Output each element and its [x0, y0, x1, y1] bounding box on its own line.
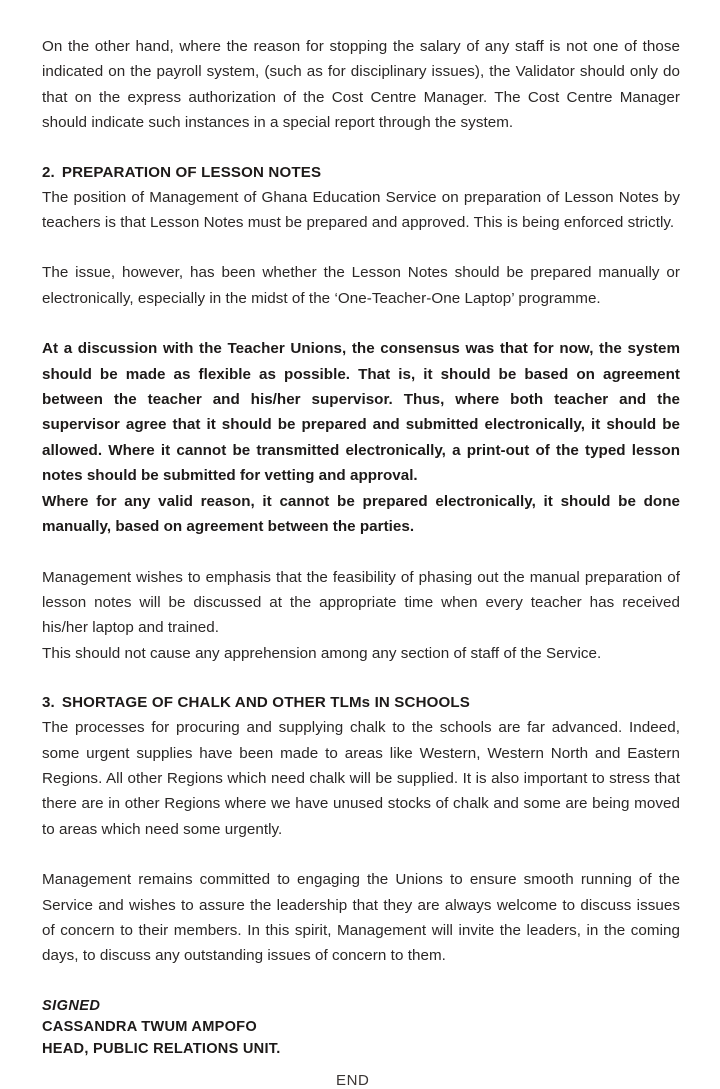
section-3-paragraph-2: Management remains committed to engaging the Unions to ensure smooth running of the Service and wishes to assure the leadership that they are always welcome to discuss issues of concern to their members. In this spirit, Management will invite the leaders, in the coming days, to discuss any outstanding issues of concern to them. — [42, 871, 680, 965]
section-number-2: 2. — [42, 163, 55, 181]
end-marker: END — [336, 1072, 370, 1089]
intro-paragraph: On the other hand, where the reason for stopping the salary of any staff is not one of those indicated on the payroll system, (such as for disciplinary issues), the Validator should only do that on the express authorization of the Cost Centre Manager. The Cost Centre Manager should indicate such instances in a special report through the system. — [42, 38, 680, 132]
section-3-paragraph-1: The processes for procuring and supplying chalk to the schools are far advanced. Indeed, some urgent supplies have been made to areas like Western, Western North and Eastern Regions. All other Regions which need chalk will be supplied. It is also important to stress that there are in other Regions where we have unused stocks of chalk and some are being moved to areas which need some urgently. — [42, 719, 680, 838]
spacer — [42, 540, 680, 565]
section-2-bold-paragraph-1: At a discussion with the Teacher Unions, the consensus was that for now, the system should be made as flexible as possible. That is, it should be based on agreement between the teacher and his/her supervisor. Thus, where both teacher and the supervisor agree that it should be prepared and submitted electronically, it should be allowed. Where it cannot be transmitted electronically, a print-out of the typed lesson notes should be submitted for vetting and approval. — [42, 340, 680, 485]
signed-label: SIGNED — [42, 997, 101, 1014]
spacer — [42, 311, 680, 336]
signatory-title: HEAD, PUBLIC RELATIONS UNIT. — [42, 1040, 281, 1057]
signatory-name: CASSANDRA TWUM AMPOFO — [42, 1019, 257, 1036]
section-2-paragraph-1: The position of Management of Ghana Education Service on preparation of Lesson Notes by teachers is that Lesson Notes must be prepared and approved. This is being enforced strictly. — [42, 188, 680, 232]
section-title-3: SHORTAGE OF CHALK AND OTHER TLMs IN SCHOOLS — [61, 694, 470, 712]
section-2-paragraph-3: Management wishes to emphasis that the feasibility of phasing out the manual preparation of lesson notes will be discussed at the appropriate time when every teacher has received his/her laptop and trained. — [42, 568, 680, 637]
section-title-2: PREPARATION OF LESSON NOTES — [61, 163, 322, 181]
spacer — [42, 136, 680, 161]
document-body — [42, 34, 680, 1089]
section-2-paragraph-4: This should not cause any apprehension among any section of staff of the Service. — [42, 644, 602, 662]
section-number-3: 3. — [42, 694, 55, 712]
section-heading-2 — [42, 161, 680, 185]
section-2-paragraph-2: The issue, however, has been whether the Lesson Notes should be prepared manually or electronically, especially in the midst of the ‘One-Teacher-One Laptop’ programme. — [42, 264, 680, 307]
spacer — [42, 666, 680, 691]
spacer — [42, 235, 680, 260]
section-heading-3 — [42, 691, 680, 715]
signature-block — [42, 996, 680, 1061]
section-2-bold-paragraph-2: Where for any valid reason, it cannot be prepared electronically, it should be done manually, based on agreement between the parties. — [42, 492, 680, 536]
spacer — [42, 842, 680, 867]
